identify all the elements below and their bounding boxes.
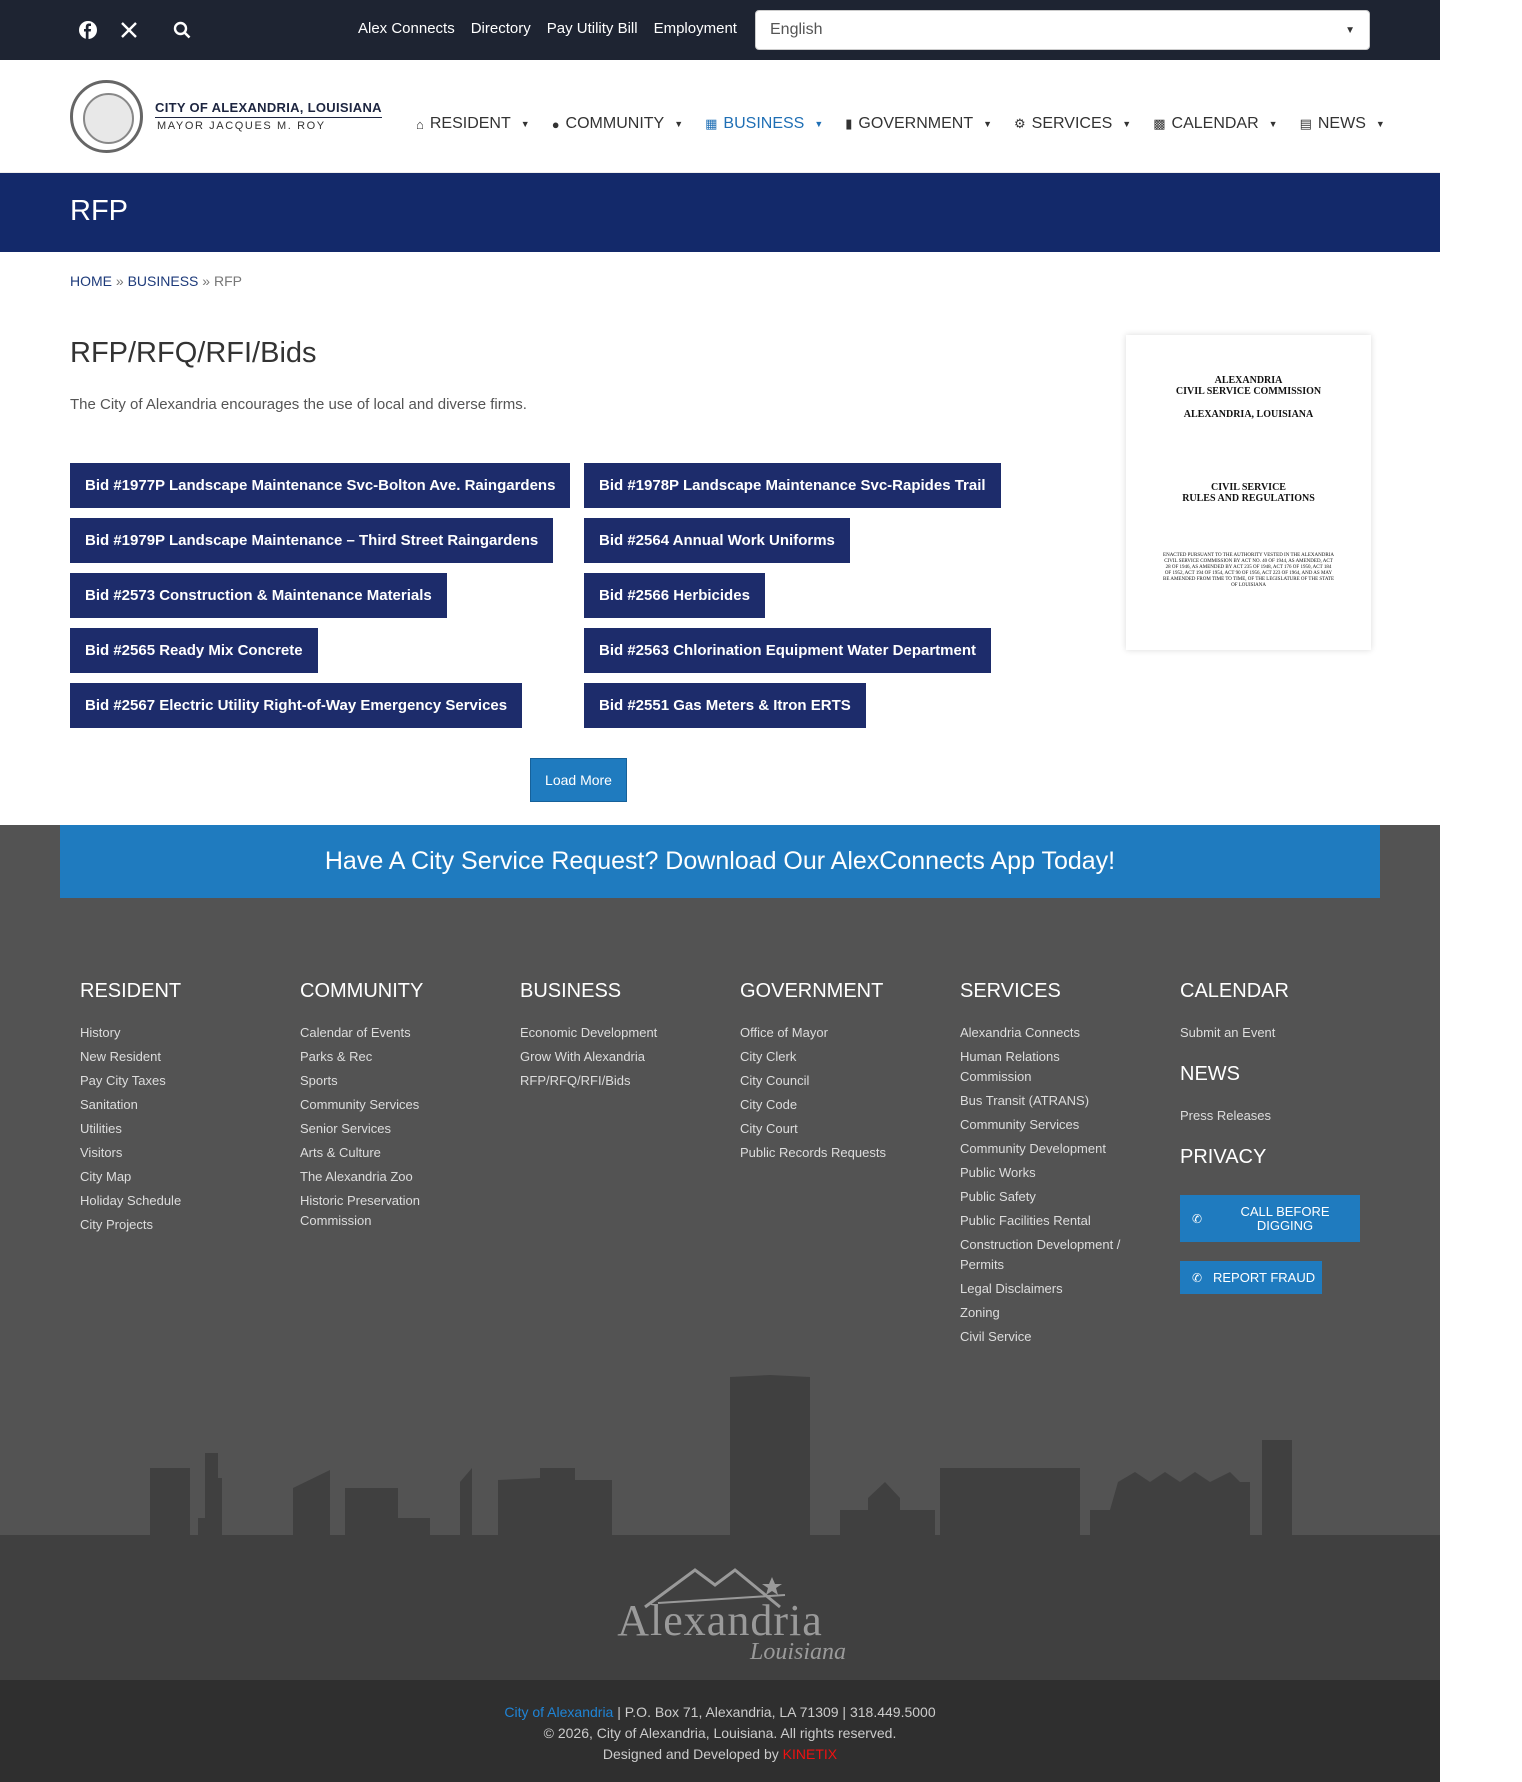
footer-link[interactable]: Economic Development <box>520 1025 658 1040</box>
footer-link[interactable]: Community Services <box>300 1097 420 1112</box>
caret-down-icon: ▼ <box>1268 119 1278 129</box>
calendar-icon: ▩ <box>1153 116 1166 131</box>
nav-business[interactable] <box>705 115 823 133</box>
footer-link[interactable]: City Projects <box>80 1217 153 1232</box>
footer-link[interactable]: Construction Development / Permits <box>960 1237 1121 1272</box>
nav-business-label: BUSINESS <box>723 115 805 132</box>
footer-link[interactable]: City Map <box>80 1169 132 1184</box>
language-value: English <box>770 21 823 38</box>
footer-link[interactable]: City Clerk <box>740 1049 797 1064</box>
doc-title <box>1126 482 1371 504</box>
caret-down-icon: ▼ <box>674 119 684 129</box>
breadcrumb-current: RFP <box>213 273 242 289</box>
doc-heading <box>1126 375 1371 397</box>
footer-link[interactable]: City Code <box>740 1097 798 1112</box>
copyright-line <box>0 1702 1440 1723</box>
top-links <box>358 20 737 37</box>
footer-link[interactable]: City Court <box>740 1121 798 1136</box>
bid-button[interactable]: Bid #1978P Landscape Maintenance Svc-Rapides Trail <box>584 463 1001 508</box>
designed-text: Designed and Developed by <box>602 1746 783 1762</box>
footer-link[interactable]: Public Facilities Rental <box>960 1213 1091 1228</box>
main-nav <box>416 115 1385 133</box>
doc-line: CIVIL SERVICE COMMISSION <box>1175 386 1322 397</box>
gear-icon: ⚙ <box>1014 116 1026 131</box>
page-title-band <box>0 173 1440 252</box>
footer-link[interactable]: Senior Services <box>300 1121 392 1136</box>
doc-location: ALEXANDRIA, LOUISIANA <box>1183 409 1314 420</box>
bid-button[interactable]: Bid #2567 Electric Utility Right-of-Way Emergency Services <box>70 683 522 728</box>
building-icon: ▮ <box>845 116 853 131</box>
footer-link[interactable]: Community Development <box>960 1141 1106 1156</box>
app-banner[interactable]: Have A City Service Request? Download Our AlexConnects App Today! <box>60 825 1380 898</box>
footer-link[interactable]: Legal Disclaimers <box>960 1281 1063 1296</box>
footer-logo-area <box>0 1535 1440 1680</box>
footer-link[interactable]: Visitors <box>80 1145 123 1160</box>
section-title: RFP/RFQ/RFI/Bids <box>70 337 317 369</box>
nav-community-label: COMMUNITY <box>565 115 665 132</box>
footer-column-calendar <box>1180 980 1355 1189</box>
footer-link[interactable]: Holiday Schedule <box>80 1193 182 1208</box>
report-fraud-label: REPORT FRAUD <box>1213 1270 1316 1285</box>
city-seal-logo[interactable] <box>70 80 143 153</box>
footer-link[interactable]: Sanitation <box>80 1097 138 1112</box>
store-icon: ▦ <box>705 116 718 131</box>
footer-link[interactable]: Public Works <box>960 1165 1036 1180</box>
page-title: RFP <box>70 195 128 227</box>
footer-link[interactable]: Office of Mayor <box>740 1025 828 1040</box>
footer-heading[interactable]: CALENDAR <box>1180 980 1289 1002</box>
nav-resident[interactable] <box>416 115 530 133</box>
footer-link[interactable]: City Council <box>740 1073 810 1088</box>
footer-column-government <box>740 980 915 1167</box>
nav-government-label: GOVERNMENT <box>858 115 974 132</box>
bid-button[interactable]: Bid #2573 Construction & Maintenance Materials <box>70 573 447 618</box>
footer-link[interactable]: Arts & Culture <box>300 1145 381 1160</box>
footer-link[interactable]: RFP/RFQ/RFI/Bids <box>520 1073 631 1088</box>
footer-heading[interactable]: GOVERNMENT <box>740 980 884 1002</box>
nav-resident-label: RESIDENT <box>429 115 511 132</box>
footer-link[interactable]: Community Services <box>960 1117 1080 1132</box>
search-icon[interactable] <box>170 18 194 42</box>
footer-link[interactable]: The Alexandria Zoo <box>300 1169 413 1184</box>
nav-news-label: NEWS <box>1317 115 1366 132</box>
footer-link[interactable]: Utilities <box>80 1121 122 1136</box>
bid-button[interactable]: Bid #1979P Landscape Maintenance – Third Street Raingardens <box>70 518 553 563</box>
address-text: | P.O. Box 71, Alexandria, LA 71309 | 318.449.5000 <box>613 1704 936 1720</box>
bid-button[interactable]: Bid #1977P Landscape Maintenance Svc-Bolton Ave. Raingardens <box>70 463 570 508</box>
footer-column-resident <box>80 980 255 1239</box>
load-more-button[interactable]: Load More <box>530 758 627 802</box>
caret-down-icon: ▼ <box>1122 119 1132 129</box>
doc-line: ALEXANDRIA <box>1214 375 1283 386</box>
footer-logo-script: Louisiana <box>750 1639 847 1665</box>
footer-column-business <box>520 980 695 1095</box>
call-before-digging-button[interactable] <box>1180 1195 1360 1242</box>
home-icon: ⌂ <box>416 116 424 132</box>
nav-government[interactable] <box>845 115 992 133</box>
caret-down-icon: ▼ <box>1375 119 1385 129</box>
footer-heading[interactable]: BUSINESS <box>520 980 622 1002</box>
breadcrumb-separator: » <box>115 273 124 289</box>
toplink-employment[interactable]: Employment <box>653 20 737 37</box>
nav-news[interactable] <box>1300 115 1385 133</box>
chevron-down-icon: ▼ <box>1345 24 1355 36</box>
footer-link[interactable]: Calendar of Events <box>300 1025 411 1040</box>
bid-button[interactable]: Bid #2563 Chlorination Equipment Water Department <box>584 628 991 673</box>
copyright-bar <box>0 1680 1440 1782</box>
nav-services[interactable] <box>1014 115 1131 133</box>
footer-heading[interactable]: NEWS <box>1180 1063 1240 1085</box>
footer-column-community <box>300 980 475 1235</box>
footer-column-services <box>960 980 1145 1351</box>
breadcrumb <box>70 273 242 289</box>
top-bar <box>0 0 1440 60</box>
city-link[interactable]: City of Alexandria <box>504 1704 614 1720</box>
breadcrumb-separator: » <box>202 273 211 289</box>
footer-logo-wordmark: Alexandria <box>617 1596 823 1645</box>
bid-button[interactable]: Bid #2566 Herbicides <box>584 573 765 618</box>
footer-link[interactable]: Pay City Taxes <box>80 1073 166 1088</box>
doc-fineprint: ENACTED PURSUANT TO THE AUTHORITY VESTED IN THE ALEXANDRIA CIVIL SERVICE COMMISSION BY ACT NO. 40 OF 1944, AS AMENDED, ACT 28 OF 1946, AS AMENDED BY ACT 235 OF 1948, ACT 176 OF 1950, ACT 184 OF 1952, ACT 194 OF 1954, ACT 90 OF 1956, ACT 223 OF 1964, AND AS MAY BE AMENDED FROM TIME TO TIME, OF THE LEGISLATURE OF THE STATE OF LOUISIANA <box>1163 553 1334 588</box>
civil-service-rules-document[interactable] <box>1126 335 1371 650</box>
footer-link[interactable]: Submit an Event <box>1180 1025 1276 1040</box>
footer-link[interactable]: Sports <box>300 1073 338 1088</box>
nav-calendar-label: CALENDAR <box>1171 115 1259 132</box>
caret-down-icon: ▼ <box>520 119 530 129</box>
language-select[interactable] <box>755 10 1370 50</box>
doc-line: CIVIL SERVICE <box>1211 482 1286 493</box>
footer-link[interactable]: Human Relations Commission <box>960 1049 1060 1084</box>
brand-title[interactable]: CITY OF ALEXANDRIA, LOUISIANA <box>155 100 382 118</box>
call-before-digging-label: CALL BEFORE DIGGING <box>1240 1203 1330 1233</box>
nav-calendar[interactable] <box>1153 115 1277 133</box>
footer-link[interactable]: Civil Service <box>960 1329 1032 1344</box>
designed-line <box>0 1744 1440 1765</box>
x-twitter-icon[interactable] <box>117 18 141 42</box>
site-header <box>0 60 1440 173</box>
brand-subtitle: MAYOR JACQUES M. ROY <box>157 120 326 132</box>
footer-link[interactable]: Public Safety <box>960 1189 1036 1204</box>
toplink-alex-connects[interactable]: Alex Connects <box>358 20 455 37</box>
newspaper-icon: ▤ <box>1299 116 1312 131</box>
breadcrumb-home[interactable]: HOME <box>70 273 112 289</box>
footer-link[interactable]: History <box>80 1025 121 1040</box>
footer-link[interactable]: Historic Preservation Commission <box>300 1193 420 1228</box>
rights-text: © 2026, City of Alexandria, Louisiana. All rights reserved. <box>543 1725 897 1741</box>
footer-link[interactable]: Public Records Requests <box>740 1145 886 1160</box>
footer-link[interactable]: New Resident <box>80 1049 161 1064</box>
bid-button[interactable]: Bid #2564 Annual Work Uniforms <box>584 518 850 563</box>
toplink-directory[interactable]: Directory <box>470 20 531 37</box>
group-icon: ● <box>551 116 560 132</box>
footer-heading[interactable]: PRIVACY <box>1180 1146 1267 1168</box>
footer-link[interactable]: Parks & Rec <box>300 1049 373 1064</box>
doc-line: RULES AND REGULATIONS <box>1182 493 1315 504</box>
report-fraud-button[interactable] <box>1180 1261 1322 1294</box>
phone-icon: ✆ <box>1192 1211 1203 1226</box>
nav-services-label: SERVICES <box>1031 115 1113 132</box>
nav-community[interactable] <box>552 115 683 133</box>
footer-heading[interactable]: SERVICES <box>960 980 1061 1002</box>
caret-down-icon: ▼ <box>983 119 993 129</box>
footer-link[interactable]: Grow With Alexandria <box>520 1049 645 1064</box>
city-skyline-graphic <box>0 1370 1440 1535</box>
footer-heading[interactable]: COMMUNITY <box>300 980 424 1002</box>
toplink-pay-utility-bill[interactable]: Pay Utility Bill <box>546 20 638 37</box>
bid-button[interactable]: Bid #2551 Gas Meters & Itron ERTS <box>584 683 866 728</box>
intro-text: The City of Alexandria encourages the use of local and diverse firms. <box>70 396 527 413</box>
footer-link[interactable]: Bus Transit (ATRANS) <box>960 1093 1090 1108</box>
developer-link[interactable]: KINETIX <box>782 1746 838 1762</box>
caret-down-icon: ▼ <box>814 119 824 129</box>
bid-button[interactable]: Bid #2565 Ready Mix Concrete <box>70 628 318 673</box>
footer-link[interactable]: Press Releases <box>1180 1108 1272 1123</box>
footer-link[interactable]: Alexandria Connects <box>960 1025 1080 1040</box>
footer-heading[interactable]: RESIDENT <box>80 980 182 1002</box>
footer-link[interactable]: Zoning <box>960 1305 1000 1320</box>
breadcrumb-business[interactable]: BUSINESS <box>127 273 199 289</box>
phone-icon: ✆ <box>1192 1270 1203 1285</box>
facebook-icon[interactable] <box>76 18 100 42</box>
